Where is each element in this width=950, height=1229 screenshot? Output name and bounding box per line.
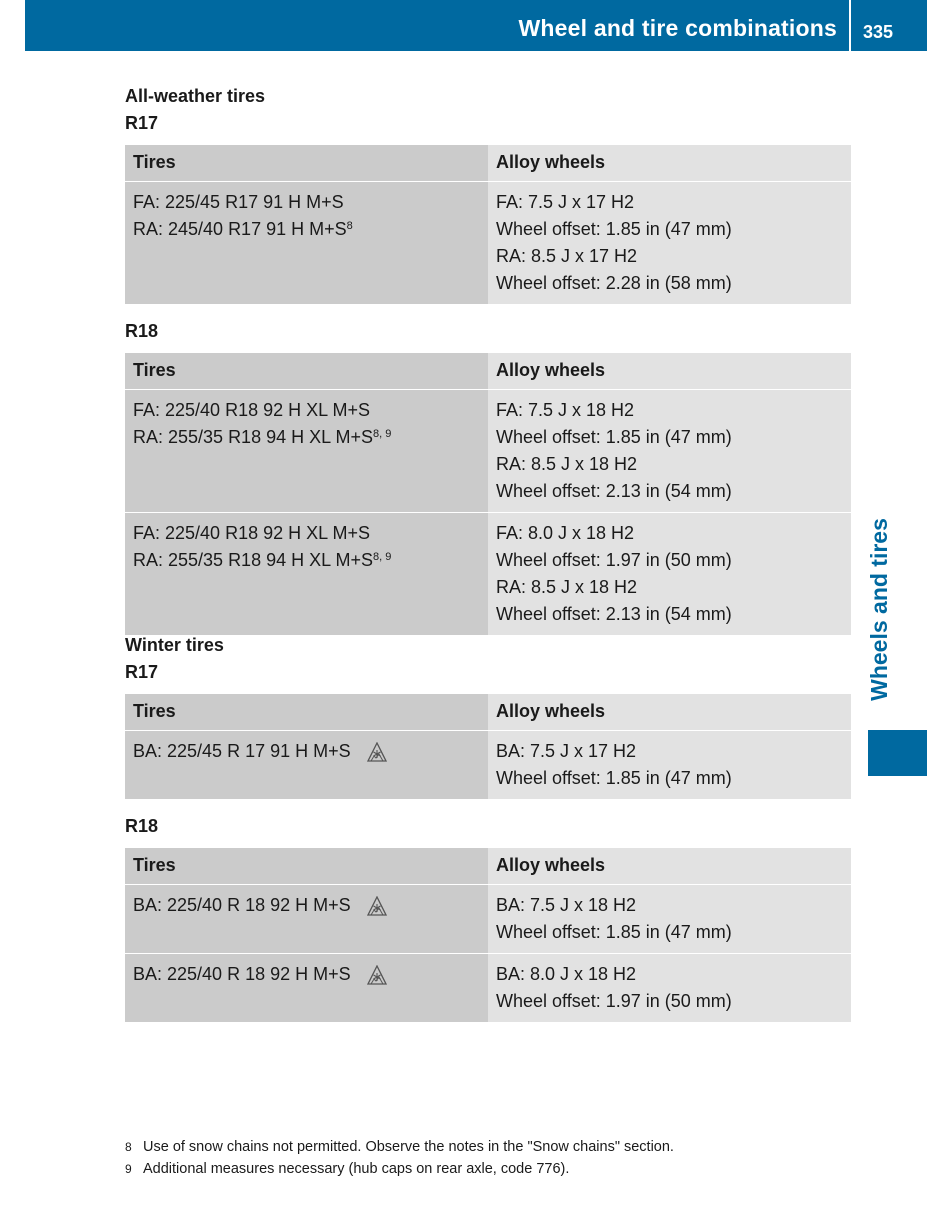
header-divider (849, 0, 851, 51)
wheel-spec: FA: 7.5 J x 18 H2 (496, 400, 635, 420)
wheel-spec: Wheel offset: 1.97 in (50 mm) (496, 991, 732, 1011)
tire-spec: RA: 255/35 R18 94 H XL $M+S^{8, 9}$ (133, 550, 392, 570)
tire-spec: FA: 225/45 R17 91 H M+S (133, 192, 344, 212)
table-row (125, 512, 851, 635)
column-header-alloy-wheels: Alloy wheels (488, 848, 851, 884)
footnote (125, 1158, 674, 1180)
wheel-spec: Wheel offset: 2.13 in (54 mm) (496, 481, 732, 501)
tire-spec: FA: 225/40 R18 92 H XL M+S (133, 523, 370, 543)
side-tab-marker (868, 730, 927, 776)
alloy-wheels-cell (488, 731, 851, 799)
footnote-text: Use of snow chains not permitted. Observe the notes in the "Snow chains" section. (143, 1139, 674, 1155)
table-header-row (125, 353, 851, 389)
alloy-wheels-cell (488, 513, 851, 635)
footnote-ref: 8, 9 (372, 551, 392, 563)
section-heading-winter: Winter tires (125, 635, 224, 655)
footnote-ref: 8 (346, 220, 353, 232)
side-tab (866, 500, 892, 718)
tires-cell (125, 182, 488, 304)
column-header-alloy-wheels: Alloy wheels (488, 353, 851, 389)
wheel-spec: RA: 8.5 J x 18 H2 (496, 577, 638, 597)
wheel-spec: BA: 7.5 J x 18 H2 (496, 895, 637, 915)
snowflake-mountain-icon (367, 742, 387, 762)
table-all-weather-r18 (125, 353, 851, 635)
alloy-wheels-cell (488, 885, 851, 953)
column-header-tires: Tires (125, 353, 488, 389)
wheel-spec: Wheel offset: 2.28 in (58 mm) (496, 273, 732, 293)
footnote (125, 1136, 674, 1158)
wheel-spec: RA: 8.5 J x 18 H2 (496, 454, 638, 474)
footnotes (125, 1136, 674, 1180)
page-number: 335 (863, 22, 894, 42)
tires-cell (125, 513, 488, 635)
table-row (125, 181, 851, 304)
tires-cell (125, 885, 488, 953)
table-row (125, 389, 851, 512)
snowflake-mountain-icon (367, 965, 387, 985)
tires-cell (125, 731, 488, 799)
tire-spec: FA: 225/40 R18 92 H XL M+S (133, 400, 370, 420)
footnote-ref: 8, 9 (372, 428, 392, 440)
wheel-spec: FA: 8.0 J x 18 H2 (496, 523, 635, 543)
wheel-spec: Wheel offset: 1.97 in (50 mm) (496, 550, 732, 570)
alloy-wheels-cell (488, 954, 851, 1022)
tire-spec: BA: 225/40 R 18 92 H M+S (133, 892, 480, 919)
tires-cell (125, 954, 488, 1022)
header-bar (25, 0, 927, 51)
alloy-wheels-cell (488, 182, 851, 304)
subheading-r18: R18 (125, 321, 159, 341)
table-winter-r18 (125, 848, 851, 1022)
wheel-spec: FA: 7.5 J x 17 H2 (496, 192, 635, 212)
column-header-tires: Tires (125, 848, 488, 884)
table-header-row (125, 145, 851, 181)
column-header-tires: Tires (125, 145, 488, 181)
table-row (125, 884, 851, 953)
table-row (125, 953, 851, 1022)
column-header-alloy-wheels: Alloy wheels (488, 145, 851, 181)
wheel-spec: Wheel offset: 1.85 in (47 mm) (496, 768, 732, 788)
side-tab-label: Wheels and tires (865, 517, 892, 701)
table-all-weather-r17 (125, 145, 851, 304)
tire-spec: RA: 245/40 R17 91 H $M+S^8$ (133, 219, 353, 239)
subheading-r18: R18 (125, 816, 159, 836)
footnote-text: Additional measures necessary (hub caps on rear axle, code 776). (143, 1161, 570, 1177)
table-header-row (125, 848, 851, 884)
page-title: Wheel and tire combinations (518, 15, 837, 41)
footnote-number: 9 (125, 1162, 132, 1176)
wheel-spec: Wheel offset: 1.85 in (47 mm) (496, 219, 732, 239)
alloy-wheels-cell (488, 390, 851, 512)
tire-spec: BA: 225/45 R 17 91 H M+S (133, 738, 480, 765)
tire-spec: BA: 225/40 R 18 92 H M+S (133, 961, 480, 988)
footnote-number: 8 (125, 1140, 132, 1154)
column-header-alloy-wheels: Alloy wheels (488, 694, 851, 730)
subheading-r17: R17 (125, 113, 159, 133)
section-heading-all-weather: All-weather tires (125, 86, 266, 106)
table-winter-r17 (125, 694, 851, 799)
subheading-r17: R17 (125, 662, 159, 682)
tires-cell (125, 390, 488, 512)
column-header-tires: Tires (125, 694, 488, 730)
wheel-spec: BA: 8.0 J x 18 H2 (496, 964, 637, 984)
tire-spec: RA: 255/35 R18 94 H XL $M+S^{8, 9}$ (133, 427, 392, 447)
table-row (125, 730, 851, 799)
snowflake-mountain-icon (367, 896, 387, 916)
wheel-spec: Wheel offset: 1.85 in (47 mm) (496, 427, 732, 447)
wheel-spec: BA: 7.5 J x 17 H2 (496, 741, 637, 761)
wheel-spec: RA: 8.5 J x 17 H2 (496, 246, 638, 266)
wheel-spec: Wheel offset: 1.85 in (47 mm) (496, 922, 732, 942)
wheel-spec: Wheel offset: 2.13 in (54 mm) (496, 604, 732, 624)
table-header-row (125, 694, 851, 730)
